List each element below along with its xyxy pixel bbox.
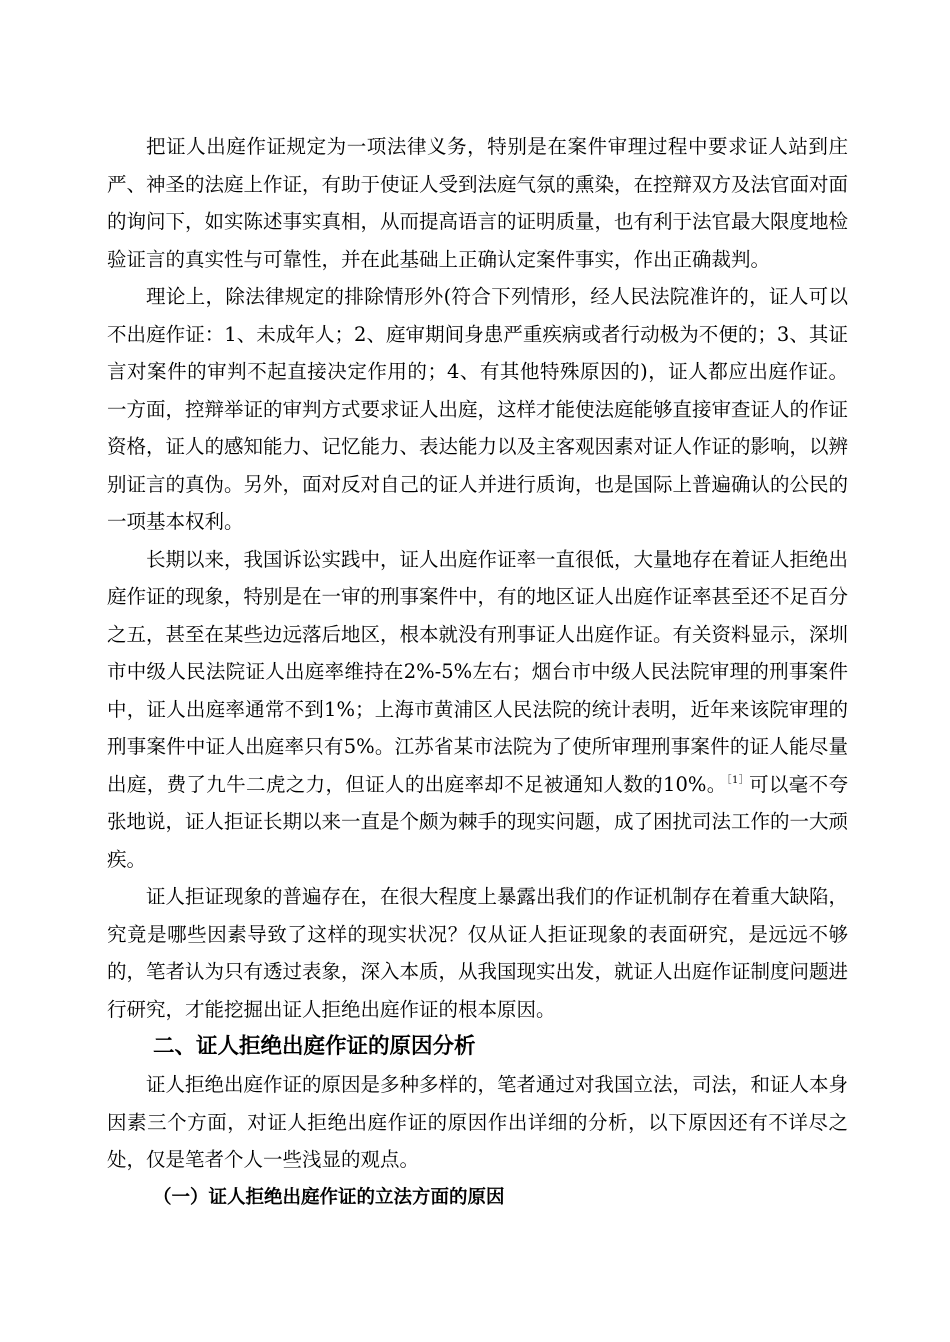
paragraph-3-text-b: 可以毫不夸张地说，证人拒证长期以来一直是个颇为棘手的现实问题，成了困扰司法工作的一大顽疾。 bbox=[107, 772, 849, 871]
paragraph-1: 把证人出庭作证规定为一项法律义务，特别是在案件审理过程中要求证人站到庄严、神圣的法庭上作证，有助于使证人受到法庭气氛的熏染，在控辩双方及法官面对面的询问下，如实陈述事实真相，从而提高语言的证明质量，也有利于法官最大限度地检验证言的真实性与可靠性，并在此基础上正确认定案件事实，作出正确裁判。 bbox=[107, 135, 849, 271]
document-body bbox=[107, 128, 848, 1216]
paragraph-3 bbox=[107, 541, 848, 879]
subsection-heading: （一）证人拒绝出庭作证的立法方面的原因 bbox=[153, 1186, 505, 1208]
paragraph-3-text-a: 长期以来，我国诉讼实践中，证人出庭作证率一直很低，大量地存在着证人拒绝出庭作证的现象，特别是在一审的刑事案件中，有的地区证人出庭作证率甚至还不足百分之五，甚至在某些边远落后地区，根本就没有刑事证人出庭作证。有关资料显示，深圳市中级人民法院证人出庭率维持在2%-5%左右；烟台市中级人民法院审理的刑事案件中，证人出庭率通常不到1%；上海市黄浦区人民法院的统计表明，近年来该院审理的刑事案件中证人出庭率只有5%。江苏省某市法院为了使所审理刑事案件的证人能尽量出庭，费了九牛二虎之力，但证人的出庭率却不足被通知人数的10%。 bbox=[107, 547, 849, 796]
paragraph-2: 理论上，除法律规定的排除情形外(符合下列情形，经人民法院准许的，证人可以不出庭作证：1、未成年人；2、庭审期间身患严重疾病或者行动极为不便的；3、其证言对案件的审判不起直接决定作用的；4、有其他特殊原因的)，证人都应出庭作证。一方面，控辩举证的审判方式要求证人出庭，这样才能使法庭能够直接审查证人的作证资格，证人的感知能力、记忆能力、表达能力以及主客观因素对证人作证的影响，以辨别证言的真伪。另外，面对反对自己的证人并进行质询，也是国际上普遍确认的公民的一项基本权利。 bbox=[107, 285, 849, 533]
footnote-reference: ［1］ bbox=[726, 774, 750, 786]
paragraph-4: 证人拒证现象的普遍存在，在很大程度上暴露出我们的作证机制存在着重大缺陷，究竟是哪些因素导致了这样的现实状况？仅从证人拒证现象的表面研究，是远远不够的，笔者认为只有透过表象，深入本质，从我国现实出发，就证人出庭作证制度问题进行研究，才能挖掘出证人拒绝出庭作证的根本原因。 bbox=[107, 885, 849, 1021]
section-heading: 二、证人拒绝出庭作证的原因分析 bbox=[153, 1034, 476, 1059]
paragraph-5: 证人拒绝出庭作证的原因是多种多样的，笔者通过对我国立法，司法，和证人本身因素三个方面，对证人拒绝出庭作证的原因作出详细的分析，以下原因还有不详尽之处，仅是笔者个人一些浅显的观点。 bbox=[107, 1073, 849, 1171]
